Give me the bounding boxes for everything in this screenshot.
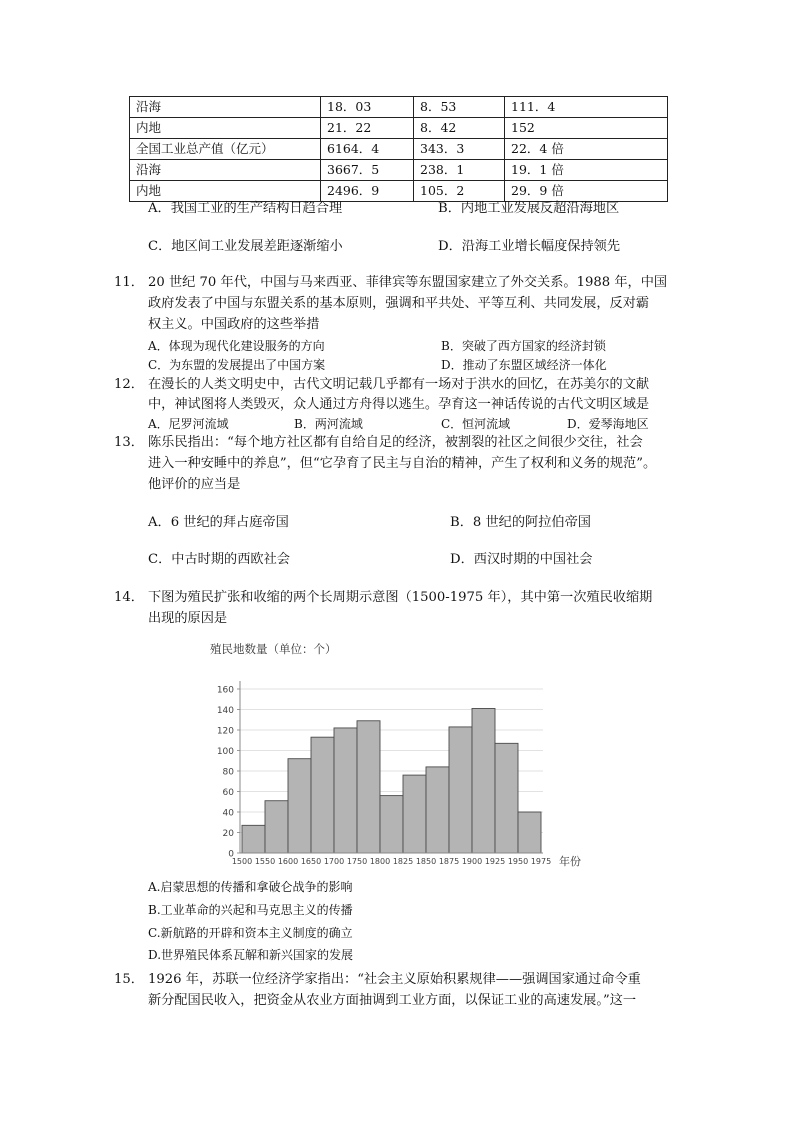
- table-cell: 152: [505, 118, 668, 139]
- q12-number: 12．: [114, 377, 144, 392]
- bar-1825: [403, 775, 426, 853]
- q12-option-d[interactable]: D．爱琴海地区: [567, 417, 649, 431]
- y-tick-label: 100: [216, 747, 234, 757]
- q14-option-c[interactable]: C.新航路的开辟和资本主义制度的确立: [148, 926, 353, 940]
- q13-stem-line: 陈乐民指出：“每个地方社区都有自给自足的经济，被割裂的社区之间很少交往，社会: [148, 435, 643, 450]
- q14-option-b[interactable]: B.工业革命的兴起和马克思主义的传播: [148, 903, 353, 917]
- table-cell: 21．22: [321, 118, 414, 139]
- q13-option-a[interactable]: A．6 世纪的拜占庭帝国: [148, 515, 289, 530]
- x-tick-label: 1650: [300, 857, 322, 866]
- bar-1875: [449, 727, 472, 853]
- table-cell: 343．3: [414, 139, 505, 160]
- bar-1550: [265, 801, 288, 853]
- table-row: [130, 97, 668, 118]
- q14-stem-line: 下图为殖民扩张和收缩的两个长周期示意图（1500-1975 年），其中第一次殖民收缩期: [148, 590, 653, 605]
- y-tick-label: 20: [222, 829, 234, 839]
- x-tick-label: 1800: [369, 857, 391, 866]
- q10-option-b[interactable]: B．内地工业发展反超沿海地区: [438, 201, 620, 216]
- q11-option-c[interactable]: C．为东盟的发展提出了中国方案: [148, 358, 326, 372]
- bar-1850: [426, 767, 449, 853]
- x-tick-label: 1950: [507, 857, 529, 866]
- q10-option-a[interactable]: A．我国工业的生产结构日趋合理: [148, 201, 343, 216]
- bar-1900: [472, 708, 495, 853]
- x-tick-label: 1875: [438, 857, 460, 866]
- chart-x-ticks: [232, 857, 551, 866]
- q14-option-d[interactable]: D.世界殖民体系瓦解和新兴国家的发展: [148, 948, 354, 962]
- q13-option-d[interactable]: D．西汉时期的中国社会: [450, 552, 593, 567]
- q12-stem-line: 中，神试图将人类毁灭，众人通过方舟得以逃生。孕育这一神话传说的古代文明区域是: [148, 397, 650, 412]
- table-row: [130, 139, 668, 160]
- x-tick-label: 1975: [530, 857, 552, 866]
- q14-stem-line: 出现的原因是: [148, 611, 228, 626]
- table-cell: 18．03: [321, 97, 414, 118]
- colony-count-chart: [200, 636, 620, 870]
- y-tick-label: 80: [222, 767, 234, 778]
- table-cell: 238．1: [414, 160, 505, 181]
- table-cell: 19．1 倍: [505, 160, 668, 181]
- x-tick-label: 1925: [484, 857, 506, 866]
- x-tick-label: 1550: [254, 857, 276, 866]
- q13-option-c[interactable]: C．中古时期的西欧社会: [148, 552, 290, 567]
- table-cell: 沿海: [130, 97, 321, 118]
- table-row: [130, 118, 668, 139]
- industry-table: [129, 96, 668, 202]
- bar-1600: [288, 759, 311, 853]
- chart-x-title: 年份: [559, 855, 581, 868]
- table-cell: 全国工业总产值（亿元）: [130, 139, 321, 160]
- bar-1700: [334, 728, 357, 853]
- x-tick-label: 1500: [231, 857, 253, 866]
- q11-stem-line: 政府发表了中国与东盟关系的基本原则，强调和平共处、平等互利、共同发展，反对霸: [148, 296, 650, 311]
- x-tick-label: 1750: [346, 857, 368, 866]
- q13-stem-line: 进入一种安睡中的养息”，但“它孕育了民主与自治的精神，产生了权利和义务的规范”。: [148, 456, 657, 471]
- table-row: [130, 160, 668, 181]
- y-tick-label: 140: [216, 706, 234, 716]
- table-cell: 8．53: [414, 97, 505, 118]
- q11-option-b[interactable]: B．突破了西方国家的经济封锁: [441, 339, 606, 353]
- q13-stem-line: 他评价的应当是: [148, 477, 241, 492]
- q11-option-d[interactable]: D．推动了东盟区域经济一体化: [441, 358, 607, 372]
- table-cell: 内地: [130, 181, 321, 202]
- q10-option-d[interactable]: D．沿海工业增长幅度保持领先: [438, 239, 621, 254]
- q12-option-b[interactable]: B．两河流域: [294, 417, 363, 431]
- q12-option-a[interactable]: A．尼罗河流域: [148, 417, 229, 431]
- q15-number: 15．: [114, 972, 144, 987]
- q14-option-a[interactable]: A.启蒙思想的传播和拿破仑战争的影响: [148, 880, 353, 894]
- y-tick-label: 0: [228, 849, 234, 860]
- bar-1800: [380, 796, 403, 853]
- q14-number: 14．: [114, 590, 144, 605]
- table-cell: 22．4 倍: [505, 139, 668, 160]
- x-tick-label: 1900: [461, 857, 483, 866]
- y-tick-label: 160: [216, 685, 234, 696]
- table-cell: 111．4: [505, 97, 668, 118]
- table-cell: 29．9 倍: [505, 181, 668, 202]
- bar-1950: [518, 812, 541, 853]
- bar-1650: [311, 737, 334, 853]
- q11-stem-line: 权主义。中国政府的这些举措: [148, 317, 320, 332]
- chart-y-ticks: [217, 686, 240, 860]
- table-cell: 8．42: [414, 118, 505, 139]
- table-cell: 105．2: [414, 181, 505, 202]
- table-cell: 2496．9: [321, 181, 414, 202]
- q12-option-c[interactable]: C．恒河流域: [441, 417, 511, 431]
- table-row: [130, 181, 668, 202]
- y-tick-label: 60: [222, 788, 234, 798]
- q11-option-a[interactable]: A．体现为现代化建设服务的方向: [148, 339, 325, 353]
- x-tick-label: 1600: [277, 857, 299, 866]
- table-cell: 3667．5: [321, 160, 414, 181]
- table-cell: 6164．4: [321, 139, 414, 160]
- x-tick-label: 1850: [415, 857, 437, 866]
- q11-stem-line: 20 世纪 70 年代，中国与马来西亚、菲律宾等东盟国家建立了外交关系。1988 年，中国: [148, 275, 668, 290]
- table-cell: 沿海: [130, 160, 321, 181]
- q11-number: 11．: [114, 275, 144, 290]
- y-tick-label: 40: [222, 808, 234, 819]
- chart-y-title: 殖民地数量（单位：个）: [210, 642, 337, 656]
- q10-option-c[interactable]: C．地区间工业发展差距逐渐缩小: [148, 239, 343, 254]
- x-tick-label: 1700: [323, 857, 345, 866]
- y-tick-label: 120: [216, 726, 234, 737]
- table-cell: 内地: [130, 118, 321, 139]
- q13-option-b[interactable]: B．8 世纪的阿拉伯帝国: [450, 515, 591, 530]
- bar-1925: [495, 743, 518, 853]
- q13-number: 13．: [114, 435, 144, 450]
- q15-stem-line: 1926 年，苏联一位经济学家指出：“社会主义原始积累规律——强调国家通过命令重: [148, 972, 641, 987]
- q15-stem-line: 新分配国民收入，把资金从农业方面抽调到工业方面，以保证工业的高速发展。”这一: [148, 993, 637, 1008]
- bar-1750: [357, 721, 380, 853]
- q12-stem-line: 在漫长的人类文明史中，古代文明记载几乎都有一场对于洪水的回忆，在苏美尔的文献: [148, 377, 650, 392]
- bar-1500: [242, 825, 265, 853]
- x-tick-label: 1825: [392, 857, 414, 866]
